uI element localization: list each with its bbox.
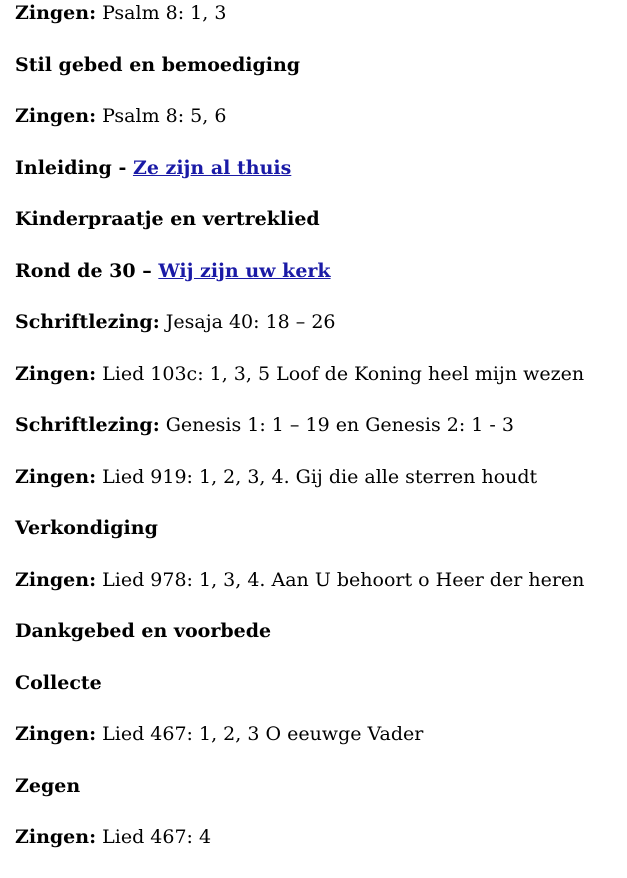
item-label: Schriftlezing: [15,311,160,333]
list-item [15,309,615,361]
item-text: Lied 467: 1, 2, 3 O eeuwge Vader [96,723,424,745]
item-label: Collecte [15,671,102,694]
item-label: Rond de 30 – [15,259,159,282]
list-item [15,824,615,876]
item-label: Zingen: [15,465,97,488]
list-item [15,618,615,670]
item-text: Jesaja 40: 18 – 26 [159,311,336,333]
list-item [15,361,615,413]
item-label: Zingen: [15,362,97,385]
list-item [15,103,615,155]
item-text: Lied 978: 1, 3, 4. Aan U behoort o Heer der heren [96,568,585,591]
item-label: Zingen: [15,105,97,127]
item-label: Stil gebed en bemoediging [15,53,301,76]
item-label: Inleiding - [15,156,133,179]
item-label: Dankgebed en voorbede [15,620,272,642]
list-item [15,670,615,722]
item-text: Psalm 8: 5, 6 [96,105,227,127]
item-label: Kinderpraatje en vertreklied [15,208,320,230]
list-item [15,412,615,464]
item-text: Lied 919: 1, 2, 3, 4. Gij die alle sterren houdt [96,465,538,488]
item-label: Zingen: [15,723,97,745]
list-item [15,155,615,207]
item-text: Psalm 8: 1, 3 [96,2,227,24]
video-link-ze-zijn-al-thuis[interactable]: Ze zijn al thuis [132,156,292,179]
list-item [15,206,615,258]
list-item [15,515,615,567]
item-text: Genesis 1: 1 – 19 en Genesis 2: 1 - 3 [159,414,514,436]
item-label: Schriftlezing: [15,414,160,436]
item-label: Zingen: [15,826,97,848]
item-label: Zegen [15,774,81,797]
video-link-wij-zijn-uw-kerk[interactable]: Wij zijn uw kerk [158,259,331,282]
item-label: Zingen: [15,2,97,24]
item-label: Verkondiging [15,517,158,539]
list-item [15,258,615,310]
item-text: Lied 467: 4 [96,826,212,848]
order-of-service [15,0,615,876]
list-item [15,464,615,516]
list-item [15,0,615,52]
list-item [15,52,615,104]
item-label: Zingen: [15,568,97,591]
item-text: Lied 103c: 1, 3, 5 Loof de Koning heel mijn wezen [96,362,585,385]
list-item [15,567,615,619]
list-item [15,773,615,825]
list-item [15,721,615,773]
